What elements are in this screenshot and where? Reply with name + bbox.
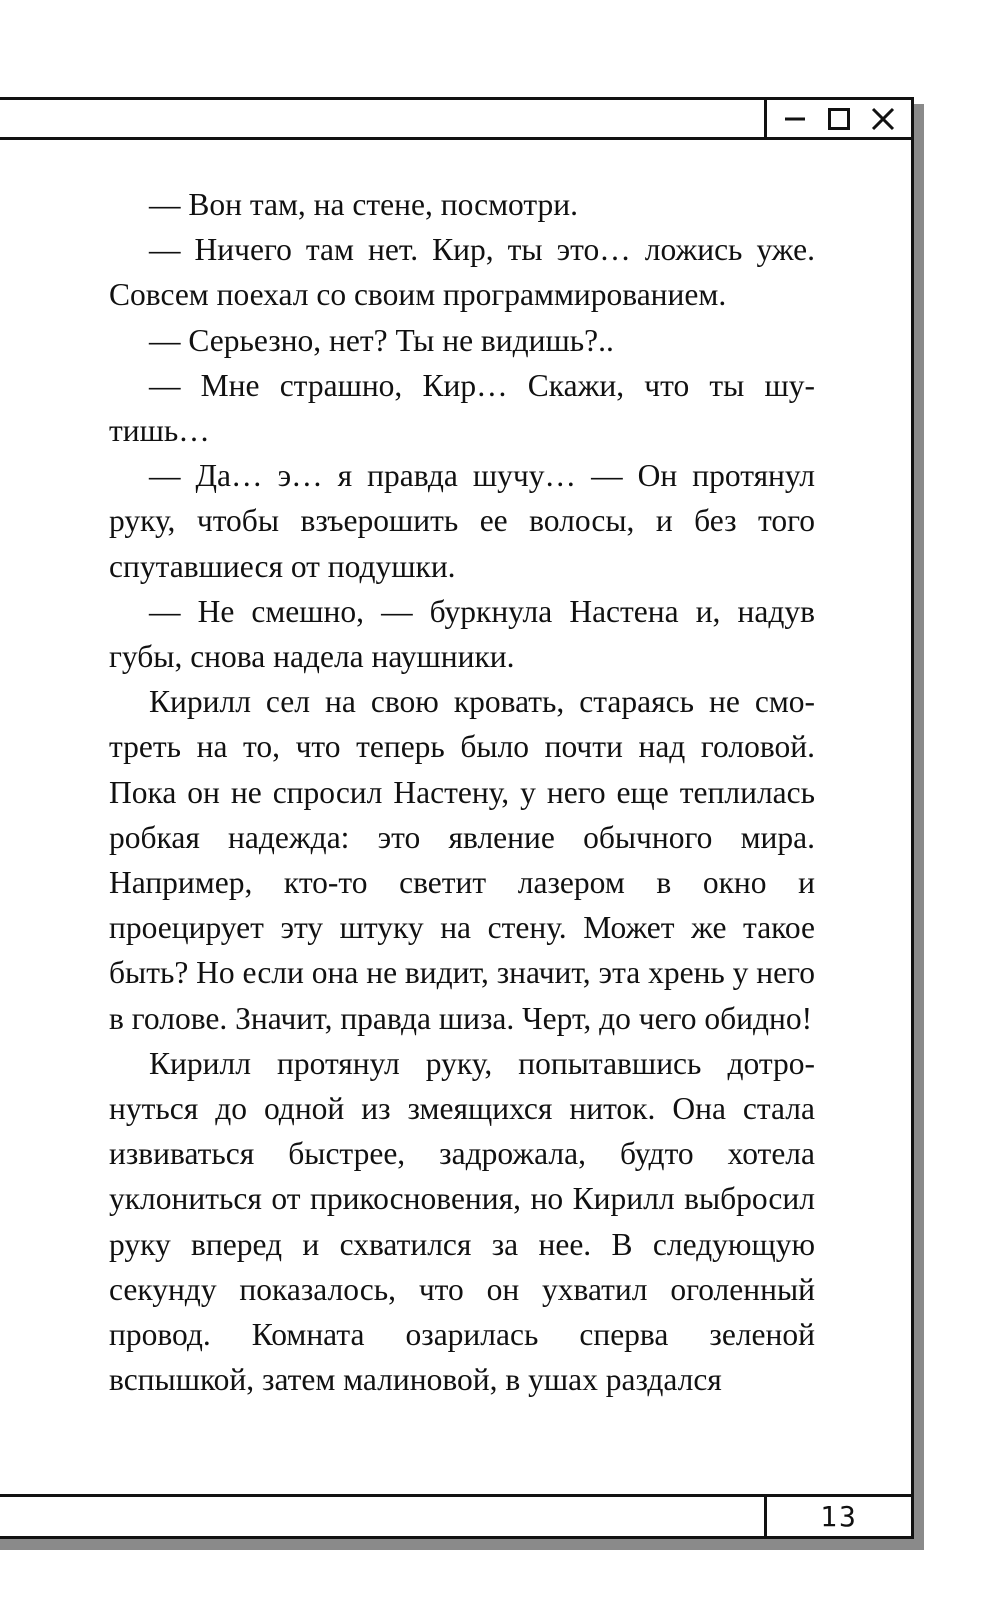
title-bar [0, 100, 911, 140]
paragraph: — Серьезно, нет? Ты не видишь?.. [149, 322, 614, 358]
page-number: 13 [764, 1497, 911, 1536]
close-icon [871, 107, 895, 131]
paragraph: — Не смешно, — буркнула Настена и, надув губы, снова надела наушники. [109, 593, 815, 675]
book-window [0, 97, 914, 1539]
window-controls [764, 100, 911, 137]
paragraph: — Вон там, на стене, посмотри. [149, 187, 578, 222]
paragraph: Кирилл сел на свою кровать, стараясь не смотреть на то, что теперь было почти над головой. Пока он не спросил Настену, у него еще теплилась робкая надежда: это явление обычного мира. Например, кто-то светит лазером в окно и проецирует эту штуку на стену. Может же такое быть? Но если она не видит, значит, эта хрень у него в голове. Значит, правда шиза. Черт, до чего обидно! [109, 684, 816, 1036]
paragraph: — Мне страшно, Кир… Скажи, что ты шутишь… [109, 367, 815, 449]
close-button[interactable] [869, 105, 897, 133]
minimize-icon [783, 107, 807, 131]
minimize-button[interactable] [781, 105, 809, 133]
status-bar [0, 1494, 911, 1536]
paragraph: — Ничего там нет. Кир, ты это… ложись уже. Совсем поехал со своим программированием. [109, 232, 815, 313]
page-text [109, 140, 815, 1494]
paragraph: Кирилл протянул руку, попытавшись дотронуться до одной из змеящихся ниток. Она стала извиваться быстрее, задрожала, будто хотела уклониться от прикосновения, но Кирилл выбросил руку вперед и схватился за нее. В следующую секунду показалось, что он ухватил оголенный провод. Комната озарилась сперва зеленой вспышкой, затем малиновой, в ушах раздался [109, 1045, 815, 1398]
maximize-button[interactable] [825, 105, 853, 133]
paragraph: — Да… э… я правда шучу… — Он протянул руку, чтобы взъерошить ее волосы, и без того спутавшиеся от подушки. [109, 458, 815, 584]
maximize-icon [827, 107, 851, 131]
